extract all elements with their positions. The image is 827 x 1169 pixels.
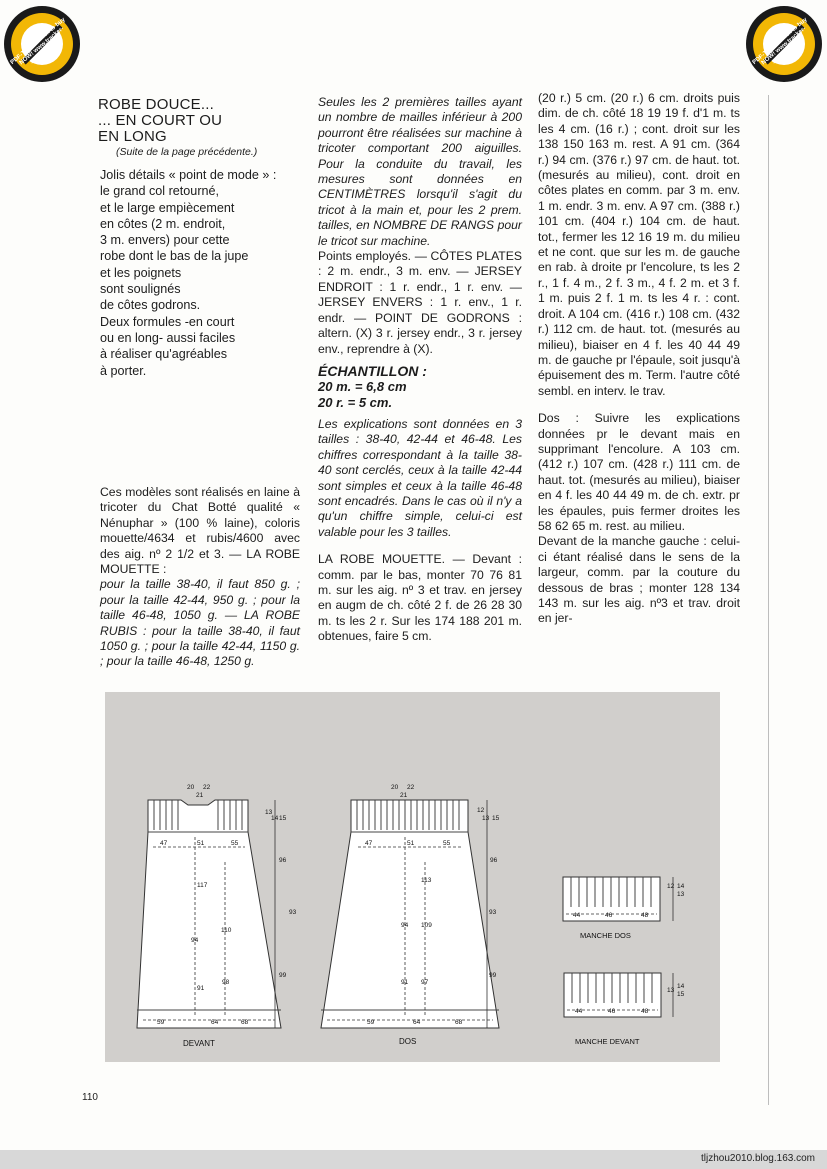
- manche-devant-w-b: 46: [608, 1008, 616, 1015]
- dos-len-a: 94: [401, 922, 409, 929]
- devant-w-a: 47: [160, 840, 168, 847]
- dos-w-b: 51: [407, 840, 415, 847]
- dos-low-b: 97: [421, 979, 429, 986]
- intro-text: Jolis détails « point de mode » : le grand col retourné, et le large empiècement en côtes (2 m. endroit, 3 m. envers) pour cette robe dont le bas de la jupe et les poignets sont soulignés de côtes godrons. Deux formules -en court ou en long- aussi faciles à réaliser qu'agréables à porter.: [100, 168, 277, 378]
- footer-url[interactable]: tljzhou2010.blog.163.com: [701, 1153, 815, 1164]
- devant-len-b: 110: [221, 927, 232, 934]
- dos-s-a: 96: [490, 857, 498, 864]
- dos-hem-b: 64: [413, 1019, 421, 1026]
- dos-w-c: 55: [443, 840, 451, 847]
- devant-low-b: 98: [222, 979, 230, 986]
- manche-dos-h-c: 14: [677, 883, 685, 890]
- dos-w-a: 47: [365, 840, 373, 847]
- column-3-instructions: (20 r.) 5 cm. (20 r.) 6 cm. droits puis dim. de ch. côté 18 19 19 f. d'1 m. ts les 4 cm. (16 r.) ; cont. droit sur les 138 150 163 m. rest. A 91 cm. (364 r.) 94 cm. (376 r.) 97 cm. de haut. tot. (mesurés au milieu), cont. droit en côtes plates en comm. par 3 m. env. 1 m. endr. 3 m. env. A 97 cm. (388 r.) 101 cm. (404 r.) 104 cm. de haut. tot., fermer les 12 16 19 m. du milieu et ne cont. que sur les m. de gauche en rab. à droite pr l'encolure, ts les 2 r., 1 f. 4 m., 2 f. 3 m., 4 f. 2 m. et 3 f. 1 m. puis 2 f. 1 m. ts les 4 r. : cont. droit. A 104 cm. (416 r.) 108 cm. (432 r.) 112 cm. de haut. tot. (mesurés au milieu), biaiser en 4 f. les 40 44 49 m. de gauche pr l'épaule, soit jusqu'à épuisement des m. Term. l'autre côté sembl. en interv. le trav. Dos : Suivre les explications données pr le devant mais en supprimant l'encolure. A 103 cm. (412 r.) 107 cm. (428 r.) 111 cm. de haut. tot. (mesurés au milieu), biaiser en 4 f. les 40 44 49 m. de ch. extr. pr les épaules, puis fermer droites les 58 62 65 m. rest. au milieu. Devant de la manche gauche : celui-ci étant réalisé dans le sens de la largeur, comm. par la couture du dessous de bras ; monter 128 134 143 m. sur les aig. nº3 et trav. droit en jer-: [538, 91, 740, 626]
- devant-top-a: 20: [187, 784, 195, 791]
- devant-n-c: 15: [279, 815, 287, 822]
- devant-top-b: 22: [203, 784, 211, 791]
- devant-n-b: 14: [271, 815, 279, 822]
- manche-dos-w-a: 44: [573, 912, 581, 919]
- pattern-diagram: [105, 692, 720, 1062]
- devant-hem-c: 68: [241, 1019, 249, 1026]
- dos-label: DOS: [399, 1037, 417, 1046]
- pdf-tools-badge-left[interactable]: PDF-TOOLS click to buy NOW! www.tracker-software.com: [4, 6, 80, 82]
- dos-len-c: 113: [421, 877, 432, 884]
- devant-len-c: 117: [197, 882, 208, 889]
- article-title: ROBE DOUCE... ... EN COURT OU EN LONG: [98, 96, 223, 145]
- footer-bar: [0, 1150, 827, 1169]
- devant-s-b: 93: [289, 909, 297, 916]
- margin-line: [768, 95, 769, 1105]
- continued-note: (Suite de la page précédente.): [116, 146, 258, 158]
- devant-n-a: 13: [265, 809, 273, 816]
- devant-w-b: 51: [197, 840, 205, 847]
- manche-dos-h-b: 13: [677, 891, 685, 898]
- manche-devant-label: MANCHE DEVANT: [575, 1037, 640, 1046]
- dos-top-a: 20: [391, 784, 399, 791]
- devant-w-c: 55: [231, 840, 239, 847]
- manche-dos-label: MANCHE DOS: [580, 931, 631, 940]
- manche-dos-h-a: 12: [667, 883, 675, 890]
- devant-top-c: 21: [196, 792, 204, 799]
- dos-n-b: 13: [482, 815, 490, 822]
- devant-body: [137, 800, 281, 1028]
- dos-body: [321, 800, 499, 1028]
- dos-n-c: 15: [492, 815, 500, 822]
- devant-hem-b: 64: [211, 1019, 219, 1026]
- devant-low-c: 99: [279, 972, 287, 979]
- column-1-materials: Ces modèles sont réalisés en laine à tricoter du Chat Botté qualité « Nénuphar » (100 % laine), coloris mouette/4634 et rubis/4600 avec des aig. nº 2 1/2 et 3. — LA ROBE MOUETTE : pour la taille 38-40, il faut 850 g. ; pour la taille 42-44, 950 g. ; pour la taille 46-48, 1050 g. — LA ROBE RUBIS : pour la taille 38-40, il faut 1050 g. ; pour la taille 42-44, 1150 g. ; pour la taille 46-48, 1250 g.: [100, 485, 300, 669]
- devant-label: DEVANT: [183, 1039, 215, 1048]
- dos-top-c: 21: [400, 792, 408, 799]
- manche-dos-w-b: 46: [605, 912, 613, 919]
- devant-s-a: 96: [279, 857, 287, 864]
- devant-hem-a: 59: [157, 1019, 165, 1026]
- manche-devant-w-c: 48: [641, 1008, 649, 1015]
- dos-s-b: 93: [489, 909, 497, 916]
- devant-len-a: 94: [191, 937, 199, 944]
- dos-low-c: 99: [489, 972, 497, 979]
- pdf-tools-badge-right[interactable]: PDF-TOOLS click to buy NOW! www.tracker-software.com: [746, 6, 822, 82]
- manche-devant-h-c: 15: [677, 991, 685, 998]
- manche-devant-w-a: 44: [575, 1008, 583, 1015]
- dos-n-a: 12: [477, 807, 485, 814]
- column-2-instructions: Seules les 2 premières tailles ayant un nombre de mailles inférieur à 200 pourront être réalisées sur machine à tricoter comportant 200 aiguilles. Pour la conduite du travail, les mesures sont données en CENTIMÈTRES lorsqu'il s'agit du tricot à la main et, pour les 2 prem. tailles, en NOMBRE DE RANGS pour le tricot sur machine. Points employés. — CÔTES PLATES : 2 m. endr., 3 m. env. — JERSEY ENDROIT : 1 r. endr., 1 r. env. — JERSEY ENVERS : 1 r. env., 1 r. endr. — POINT DE GODRONS : altern. (X) 3 r. jersey endr., 3 r. jersey env., reprendre à (X). ÉCHANTILLON : 20 m. = 6,8 cm 20 r. = 5 cm. Les explications sont données en 3 tailles : 38-40, 42-44 et 46-48. Les chiffres correspondant à la taille 38-40 sont cerclés, ceux à la taille 42-44 sont simples et ceux à la taille 46-48 sont encadrés. Dans le cas où il n'y a qu'un chiffre simple, celui-ci est valable pour les 3 tailles. LA ROBE MOUETTE. — Devant : comm. par le bas, monter 70 76 81 m. sur les aig. nº 3 et trav. en jersey en augm de ch. côté 2 f. de 26 28 30 m. ts les 2 r. Sur les 174 188 201 m. obtenues, faire 5 cm.: [318, 95, 522, 644]
- manche-devant-h-a: 13: [667, 987, 675, 994]
- dos-len-b: 109: [421, 922, 432, 929]
- page-number: 110: [82, 1092, 98, 1103]
- devant-low-a: 91: [197, 985, 205, 992]
- manche-dos-w-c: 48: [641, 912, 649, 919]
- manche-devant-h-b: 14: [677, 983, 685, 990]
- dos-low-a: 91: [401, 979, 409, 986]
- dos-hem-a: 59: [367, 1019, 375, 1026]
- dos-hem-c: 68: [455, 1019, 463, 1026]
- dos-top-b: 22: [407, 784, 415, 791]
